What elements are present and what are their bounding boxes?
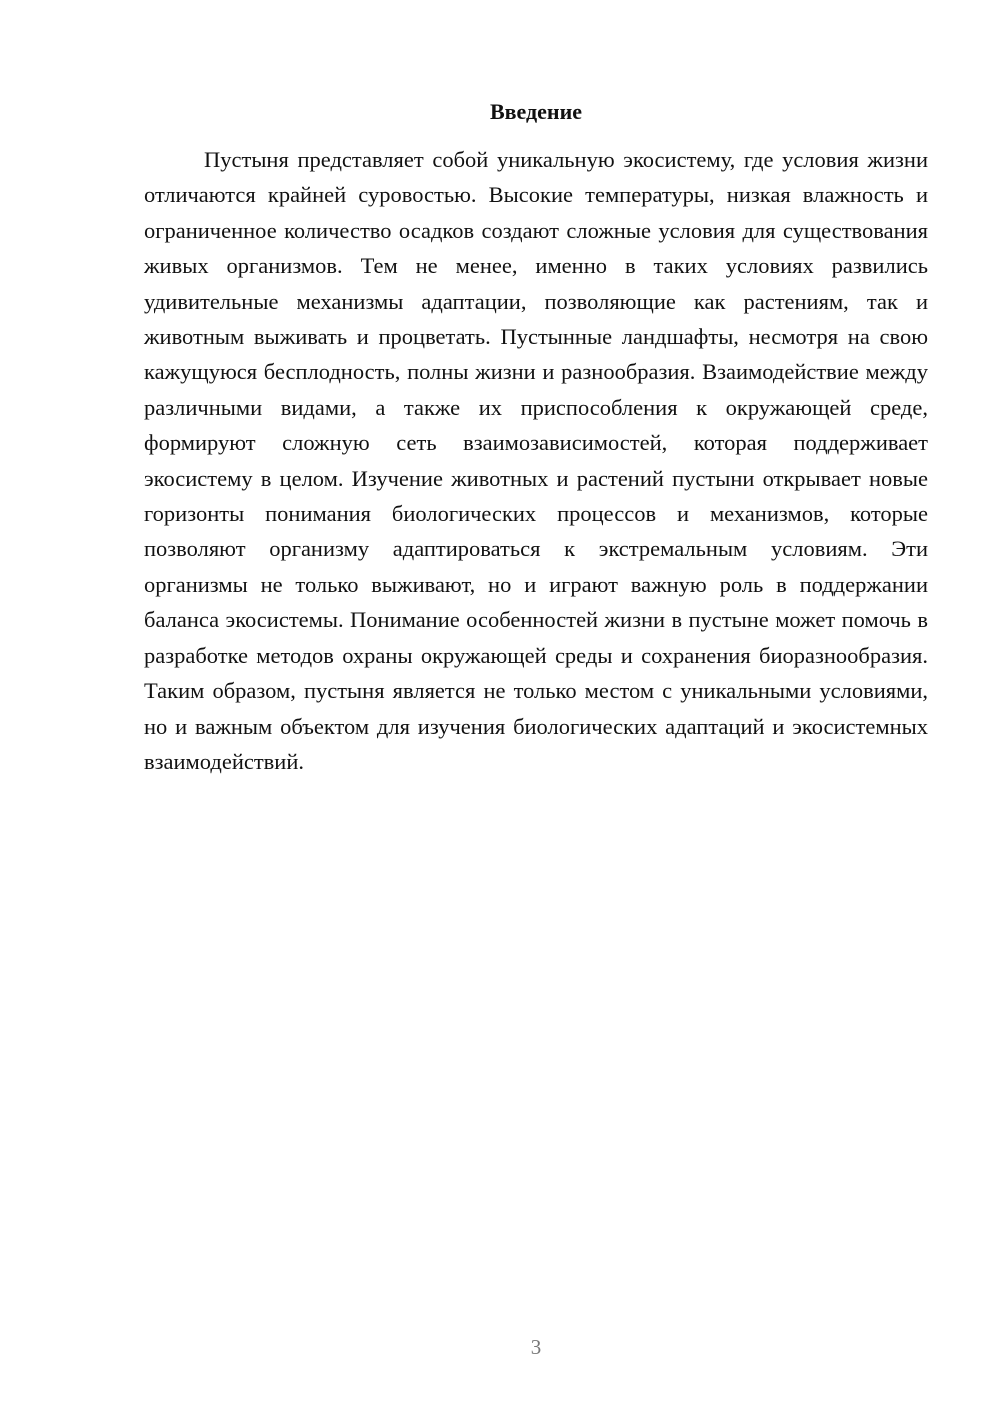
intro-paragraph: Пустыня представляет собой уникальную экосистему, где условия жизни отличаются крайней суровостью. Высокие температуры, низкая влажность и ограниченное количество осадков создают сложные условия для существования живых организмов. Тем не менее, именно в таких условиях развились удивительные механизмы адаптации, позволяющие как растениям, так и животным выживать и процветать. Пустынные ландшафты, несмотря на свою кажущуюся бесплодность, полны жизни и разнообразия. Взаимодействие между различными видами, а также их приспособления к окружающей среде, формируют сложную сеть взаимозависимостей, которая поддерживает экосистему в целом. Изучение животных и растений пустыни открывает новые горизонты понимания биологических процессов и механизмов, которые позволяют организму адаптироваться к экстремальным условиям. Эти организмы не только выживают, но и играют важную роль в поддержании баланса экосистемы. Понимание особенностей жизни в пустыне может помочь в разработке методов охраны окружающей среды и сохранения биоразнообразия. Таким образом, пустыня является не только местом с уникальными условиями, но и важным объектом для изучения биологических адаптаций и экосистемных взаимодействий. bbox=[144, 147, 928, 774]
page-number: 3 bbox=[530, 1335, 542, 1359]
section-heading: Введение bbox=[489, 99, 583, 124]
